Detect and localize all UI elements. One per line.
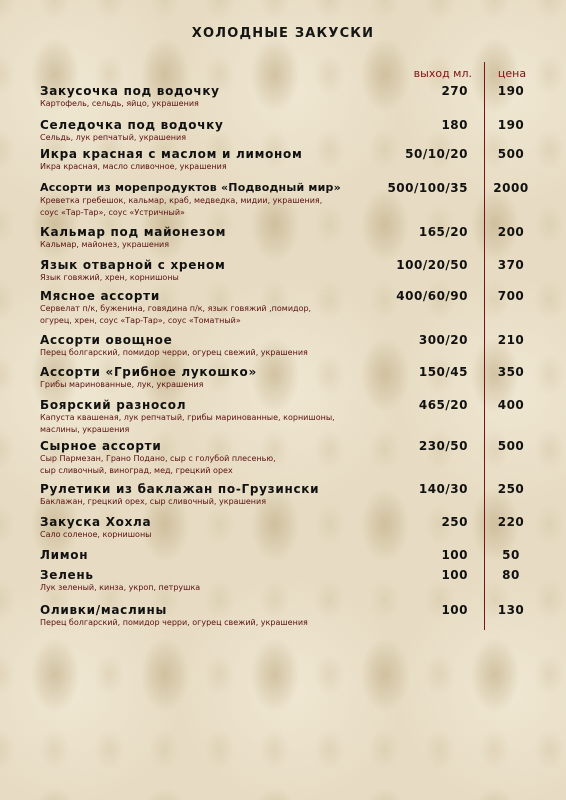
item-name: Ассорти овощное xyxy=(40,333,173,347)
item-name: Икра красная с маслом и лимоном xyxy=(40,147,303,161)
item-price: 500 xyxy=(497,439,525,453)
item-name: Закуска Хохла xyxy=(40,515,152,529)
item-price: 500 xyxy=(497,147,525,161)
item-description: Перец болгарский, помидор черри, огурец свежий, украшения xyxy=(40,348,308,357)
item-description: Кальмар, майонез, украшения xyxy=(40,240,170,249)
item-price: 50 xyxy=(502,548,520,562)
item-description: Язык говяжий, хрен, корнишоны xyxy=(40,273,179,282)
item-price: 200 xyxy=(497,225,525,239)
item-price: 190 xyxy=(497,118,525,132)
item-price: 210 xyxy=(497,333,525,347)
item-volume: 50/10/20 xyxy=(405,147,468,161)
item-name: Оливки/маслины xyxy=(40,603,168,617)
item-description: Сельдь, лук репчатый, украшения xyxy=(40,133,187,142)
item-name: Селедочка под водочку xyxy=(40,118,224,132)
item-price: 190 xyxy=(497,84,525,98)
item-price: 370 xyxy=(497,258,525,272)
item-volume: 230/50 xyxy=(418,439,468,453)
item-description: Сало соленое, корнишоны xyxy=(40,530,152,539)
item-price: 400 xyxy=(497,398,525,412)
item-volume: 100 xyxy=(441,548,468,562)
item-description: Грибы маринованные, лук, украшения xyxy=(40,380,204,389)
item-description: Лук зеленый, кинза, укроп, петрушка xyxy=(40,583,201,592)
item-description: Картофель, сельдь, яйцо, украшения xyxy=(40,99,199,108)
item-name: Кальмар под майонезом xyxy=(40,225,227,239)
item-volume: 165/20 xyxy=(418,225,468,239)
item-volume: 270 xyxy=(441,84,468,98)
item-name: Ассорти «Грибное лукошко» xyxy=(40,365,257,379)
item-price: 130 xyxy=(497,603,525,617)
item-volume: 500/100/35 xyxy=(387,181,468,195)
item-name: Закусочка под водочку xyxy=(40,84,220,98)
item-description: Баклажан, грецкий орех, сыр сливочный, украшения xyxy=(40,497,267,506)
item-volume: 100/20/50 xyxy=(396,258,468,272)
item-description: Икра красная, масло сливочное, украшения xyxy=(40,162,227,171)
item-name: Мясное ассорти xyxy=(40,289,160,303)
item-volume: 465/20 xyxy=(418,398,468,412)
item-price: 700 xyxy=(497,289,525,303)
item-description: Сервелат п/к, буженина, говядина п/к, язык говяжий ,помидор, огурец, хрен, соус «Тар-Тар», соус «Томатный» xyxy=(40,304,312,325)
item-volume: 300/20 xyxy=(418,333,468,347)
item-price: 80 xyxy=(502,568,520,582)
item-name: Лимон xyxy=(40,548,89,562)
price-column-header: цена xyxy=(497,67,527,80)
item-description: Сыр Пармезан, Грано Подано, сыр с голубой плесенью, сыр сливочный, виноград, мед, грецкий орех xyxy=(40,454,276,475)
item-price: 350 xyxy=(497,365,525,379)
item-volume: 250 xyxy=(441,515,468,529)
item-volume: 400/60/90 xyxy=(396,289,468,303)
item-volume: 140/30 xyxy=(418,482,468,496)
item-name: Сырное ассорти xyxy=(40,439,162,453)
item-volume: 100 xyxy=(441,603,468,617)
item-name: Ассорти из морепродуктов «Подводный мир» xyxy=(40,181,341,194)
item-price: 220 xyxy=(497,515,525,529)
item-description: Капуста квашеная, лук репчатый, грибы маринованные, корнишоны, маслины, украшения xyxy=(40,413,335,434)
menu-title: ХОЛОДНЫЕ ЗАКУСКИ xyxy=(191,26,375,41)
item-name: Рулетики из баклажан по-Грузински xyxy=(40,482,320,496)
item-price: 2000 xyxy=(493,181,529,195)
volume-column-header: выход мл. xyxy=(413,67,472,80)
item-description: Креветка гребешок, кальмар, краб, медведка, мидии, украшения, соус «Тар-Тар», соус «Устричный» xyxy=(40,196,323,217)
item-volume: 100 xyxy=(441,568,468,582)
item-name: Боярский разносол xyxy=(40,398,187,412)
item-description: Перец болгарский, помидор черри, огурец свежий, украшения xyxy=(40,618,308,627)
item-volume: 150/45 xyxy=(418,365,468,379)
item-volume: 180 xyxy=(441,118,468,132)
item-name: Зелень xyxy=(40,568,94,582)
item-price: 250 xyxy=(497,482,525,496)
item-name: Язык отварной с хреном xyxy=(40,258,226,272)
